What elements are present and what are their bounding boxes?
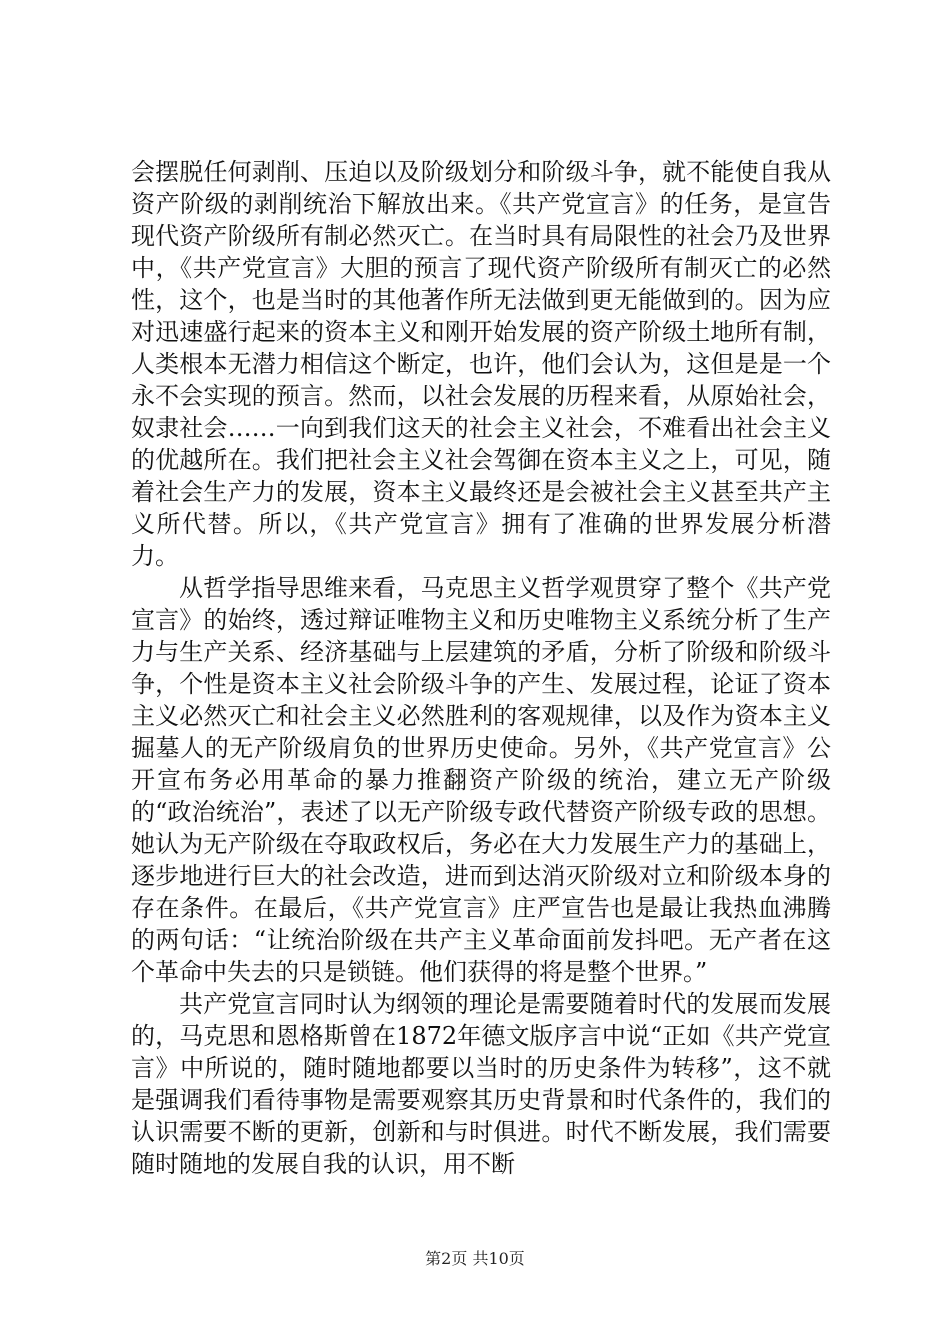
paragraph-2: 从哲学指导思维来看，马克思主义哲学观贯穿了整个《共产党宣言》的始终，透过辩证唯物主义和历史唯物主义系统分析了生产力与生产关系、经济基础与上层建筑的矛盾，分析了阶级和阶级斗争，个性是资本主义社会阶级斗争的产生、发展过程，论证了资本主义必然灭亡和社会主义必然胜利的客观规律，以及作为资本主义掘墓人的无产阶级肩负的世界历史使命。另外，《共产党宣言》公开宣布务必用革命的暴力推翻资产阶级的统治，建立无产阶级的“政治统治”，表述了以无产阶级专政代替资产阶级专政的思想。她认为无产阶级在夺取政权后，务必在大力发展生产力的基础上，逐步地进行巨大的社会改造，进而到达消灭阶级对立和阶级本身的存在条件。在最后，《共产党宣言》庄严宣告也是最让我热血沸腾的两句话：“让统治阶级在共产主义革命面前发抖吧。无产者在这个革命中失去的只是锁链。他们获得的将是整个世界。”	[131, 574, 831, 986]
page-number-footer: 第2页 共10页	[425, 1249, 525, 1268]
paragraph-1: 会摆脱任何剥削、压迫以及阶级划分和阶级斗争，就不能使自我从资产阶级的剥削统治下解放出来。《共产党宣言》的任务，是宣告现代资产阶级所有制必然灭亡。在当时具有局限性的社会乃及世界中，《共产党宣言》大胆的预言了现代资产阶级所有制灭亡的必然性，这个，也是当时的其他著作所无法做到更无能做到的。因为应对迅速盛行起来的资本主义和刚开始发展的资产阶级土地所有制，人类根本无潜力相信这个断定，也许，他们会认为，这但是是一个永不会实现的预言。然而，以社会发展的历程来看，从原始社会，奴隶社会……一向到我们这天的社会主义社会，不难看出社会主义的优越所在。我们把社会主义社会驾御在资本主义之上，可见，随着社会生产力的发展，资本主义最终还是会被社会主义甚至共产主义所代替。所以，《共产党宣言》拥有了准确的世界发展分析潜力。	[131, 158, 831, 570]
body-text	[131, 156, 831, 1180]
paragraph-3: 共产党宣言同时认为纲领的理论是需要随着时代的发展而发展的，马克思和恩格斯曾在1872年德文版序言中说“正如《共产党宣言》中所说的，随时随地都要以当时的历史条件为转移”，这不就是强调我们看待事物是需要观察其历史背景和时代条件的，我们的认识需要不断的更新，创新和与时俱进。时代不断发展，我们需要随时随地的发展自我的认识，用不断	[131, 990, 831, 1178]
